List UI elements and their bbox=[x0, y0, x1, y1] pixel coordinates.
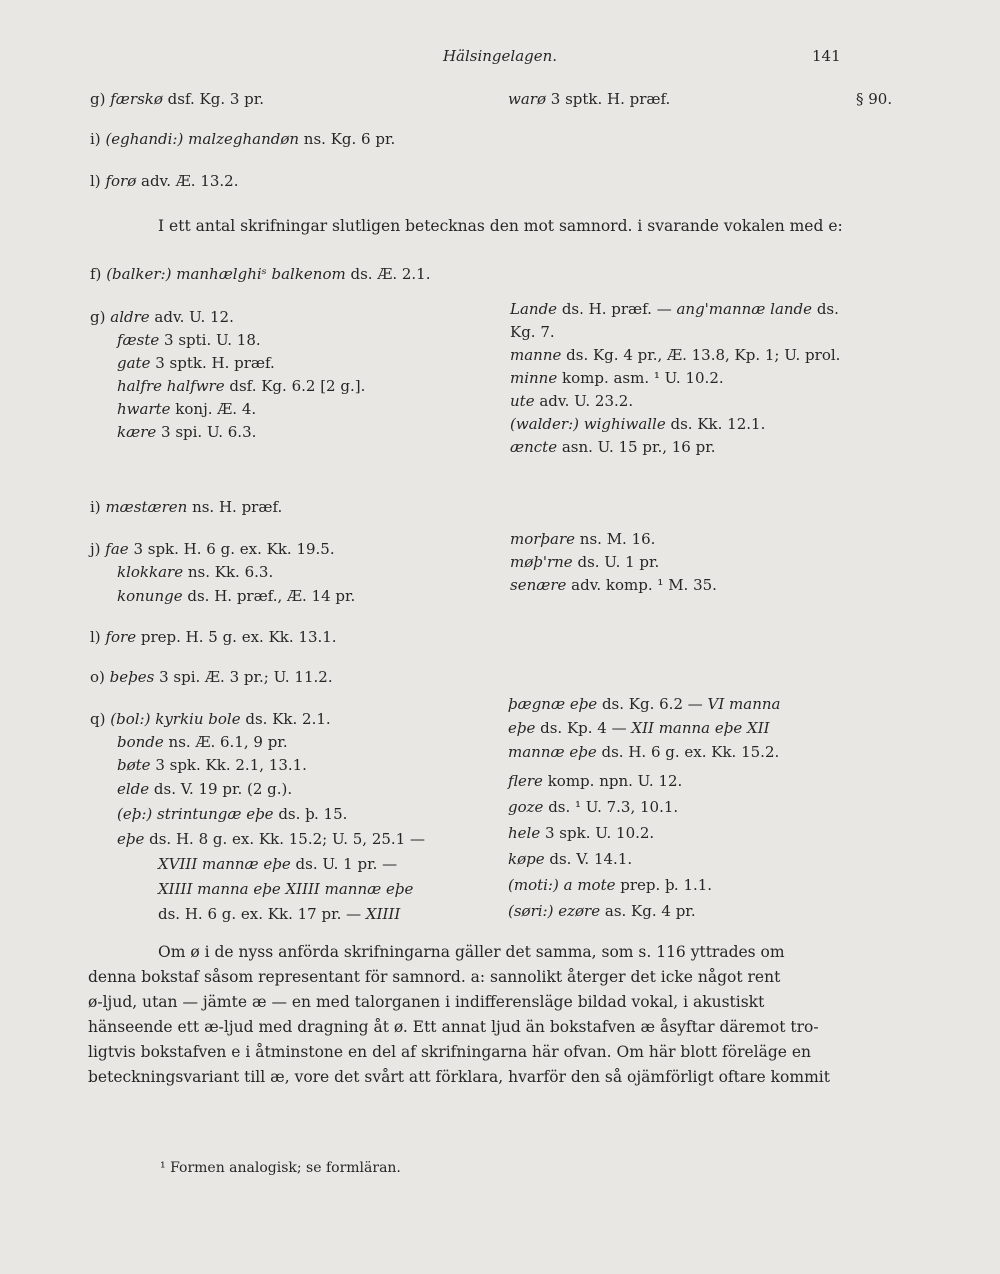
entry-gate: gate 3 sptk. H. præf. bbox=[117, 354, 275, 372]
entry-o-bepes: o) beþes 3 spi. Æ. 3 pr.; U. 11.2. bbox=[90, 668, 333, 686]
entry-bonde: bonde ns. Æ. 6.1, 9 pr. bbox=[117, 733, 288, 751]
paragraph-line: hänseende ett æ-ljud med dragning åt ø. Ett annat ljud än bokstafven æ åsyftar däremot tro- bbox=[88, 1018, 819, 1036]
entry-moprne: møþ'rne ds. U. 1 pr. bbox=[510, 553, 660, 571]
entry-halfre: halfre halfwre dsf. Kg. 6.2 [2 g.]. bbox=[117, 377, 366, 395]
entry-aencte: æncte asn. U. 15 pr., 16 pr. bbox=[510, 438, 716, 456]
entry-manne: manne ds. Kg. 4 pr., Æ. 13.8, Kp. 1; U. prol. bbox=[510, 346, 841, 364]
entry-paegnae: þægnæ eþe ds. Kg. 6.2 — VI manna bbox=[508, 695, 781, 713]
entry-g-aldre: g) aldre adv. U. 12. bbox=[90, 308, 234, 326]
entry-elde: elde ds. V. 19 pr. (2 g.). bbox=[117, 780, 293, 798]
entry-i-maestaeren: i) mæstæren ns. H. præf. bbox=[90, 498, 283, 516]
entry-faeste: fæste 3 spti. U. 18. bbox=[117, 331, 261, 349]
entry-senaere: senære adv. komp. ¹ M. 35. bbox=[510, 576, 717, 594]
entry-g-faersko: g) færskø dsf. Kg. 3 pr. bbox=[90, 90, 265, 108]
entry-lande-cont: Kg. 7. bbox=[510, 323, 555, 341]
entry-xiiii: XIIII manna eþe XIIII mannæ eþe bbox=[158, 880, 414, 898]
paragraph-line: ø-ljud, utan — jämte æ — en med talorganen i indifferensläge bildad vokal, i akustiskt bbox=[88, 993, 765, 1011]
entry-kope: køpe ds. V. 14.1. bbox=[508, 850, 633, 868]
entry-kaere: kære 3 spi. U. 6.3. bbox=[117, 423, 257, 441]
entry-epe: eþe ds. H. 8 g. ex. Kk. 15.2; U. 5, 25.1 — bbox=[117, 830, 426, 848]
intro-sentence: I ett antal skrifningar slutligen betecknas den mot samnord. i svarande vokalen med e: bbox=[158, 217, 843, 235]
entry-l-fore: l) fore prep. H. 5 g. ex. Kk. 13.1. bbox=[90, 628, 337, 646]
entry-j-fae: j) fae 3 spk. H. 6 g. ex. Kk. 19.5. bbox=[90, 540, 335, 558]
entry-paegnae-cont: eþe ds. Kp. 4 — XII manna eþe XII bbox=[508, 719, 770, 737]
entry-mannae-epe: mannæ eþe ds. H. 6 g. ex. Kk. 15.2. bbox=[508, 743, 780, 761]
entry-a-mote: (moti:) a mote prep. þ. 1.1. bbox=[508, 876, 713, 894]
entry-goze: goze ds. ¹ U. 7.3, 10.1. bbox=[508, 798, 679, 816]
entry-konunge: konunge ds. H. præf., Æ. 14 pr. bbox=[117, 587, 356, 605]
section-number: § 90. bbox=[856, 90, 893, 108]
entry-morpare: morþare ns. M. 16. bbox=[510, 530, 656, 548]
paragraph-line: beteckningsvariant till æ, vore det svårt att förklara, hvarför den så ojämförligt oftare kommit bbox=[88, 1068, 830, 1086]
entry-f-manhaelghi: f) (balker:) manhælghiˢ balkenom ds. Æ. 2.1. bbox=[90, 265, 431, 283]
paragraph-line: ligtvis bokstafven e i åtminstone en del af skrifningarna här ofvan. Om här blott föreläge en bbox=[88, 1043, 812, 1061]
entry-ezore: (søri:) ezøre as. Kg. 4 pr. bbox=[508, 902, 696, 920]
body-paragraph bbox=[88, 940, 830, 1090]
entry-minne: minne komp. asm. ¹ U. 10.2. bbox=[510, 369, 724, 387]
footnote: ¹ Formen analogisk; se formläran. bbox=[160, 1160, 401, 1176]
paragraph-line: denna bokstaf såsom representant för samnord. a: sannolikt återger det icke något rent bbox=[88, 968, 781, 986]
running-title: Hälsingelagen. bbox=[442, 47, 558, 65]
entry-hwarte: hwarte konj. Æ. 4. bbox=[117, 400, 257, 418]
entry-bote: bøte 3 spk. Kk. 2.1, 13.1. bbox=[117, 756, 307, 774]
paragraph-line: Om ø i de nyss anförda skrifningarna gäller det samma, som s. 116 yttrades om bbox=[158, 943, 785, 961]
entry-strintungae: (eþ:) strintungæ eþe ds. þ. 15. bbox=[117, 805, 348, 823]
page-number: 141 bbox=[812, 47, 841, 65]
entry-waro: warø 3 sptk. H. præf. bbox=[508, 90, 671, 108]
entry-ute: ute adv. U. 23.2. bbox=[510, 392, 634, 410]
entry-xviii: XVIII mannæ eþe ds. U. 1 pr. — bbox=[158, 855, 398, 873]
entry-lande: Lande ds. H. præf. — ang'mannæ lande ds. bbox=[510, 300, 839, 318]
entry-klokkare: klokkare ns. Kk. 6.3. bbox=[117, 563, 274, 581]
entry-hele: hele 3 spk. U. 10.2. bbox=[508, 824, 655, 842]
entry-flere: flere komp. npn. U. 12. bbox=[508, 772, 683, 790]
entry-l-foro: l) forø adv. Æ. 13.2. bbox=[90, 172, 239, 190]
entry-wighiwalle: (walder:) wighiwalle ds. Kk. 12.1. bbox=[510, 415, 766, 433]
entry-q-kyrkiu-bole: q) (bol:) kyrkiu bole ds. Kk. 2.1. bbox=[90, 710, 331, 728]
entry-i-malzeghandon: i) (eghandi:) malzeghandøn ns. Kg. 6 pr. bbox=[90, 130, 396, 148]
entry-xiiii-cont: ds. H. 6 g. ex. Kk. 17 pr. — XIIII bbox=[158, 905, 401, 923]
